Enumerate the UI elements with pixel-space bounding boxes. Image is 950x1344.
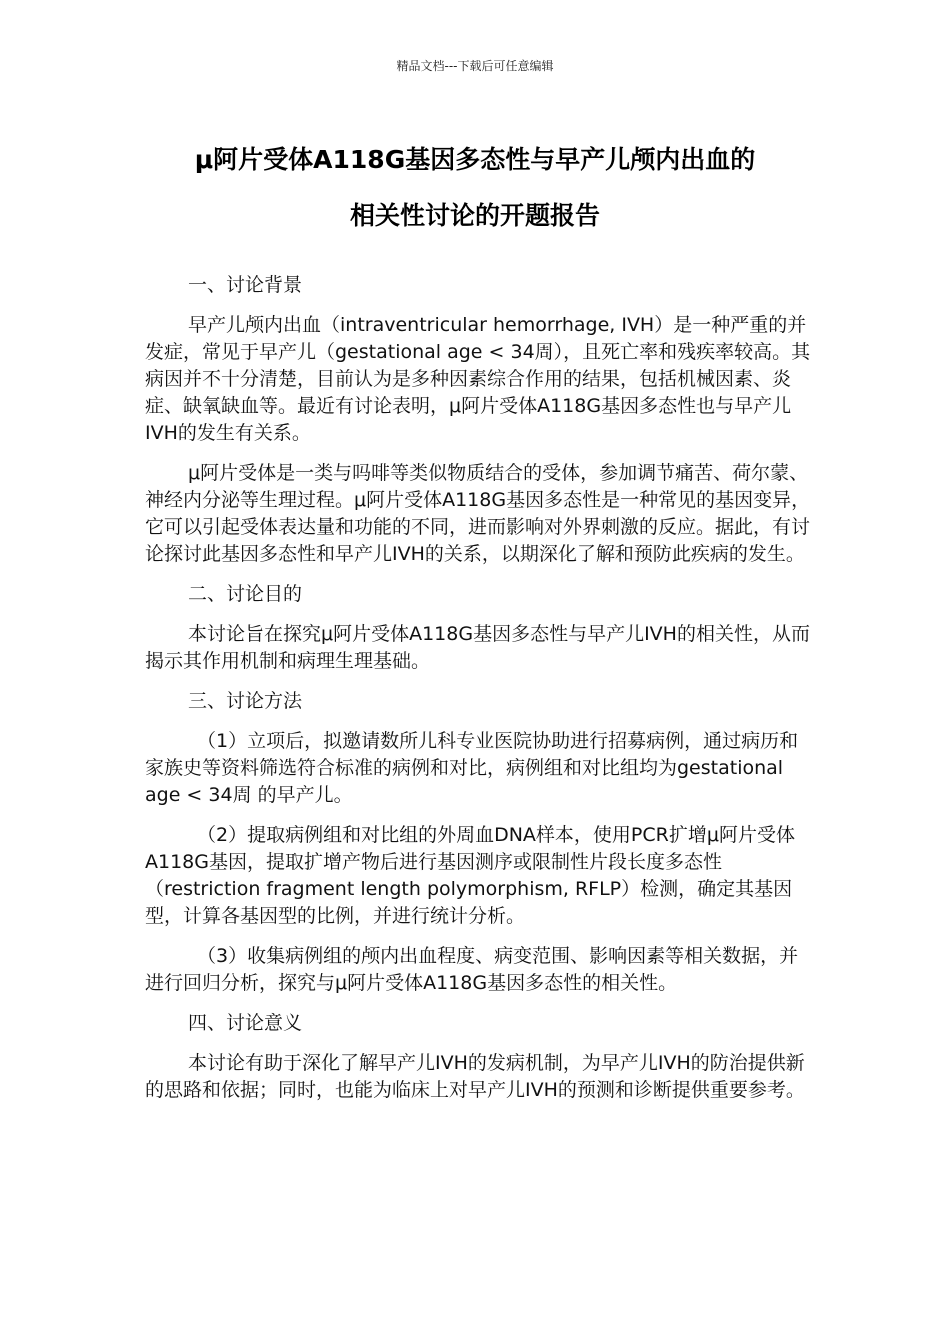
section-heading-background: 一、讨论背景 (188, 274, 303, 296)
document-body (145, 272, 817, 1117)
paragraph-background-1: 早产儿颅内出血（intraventricular hemorrhage, IVH）是一种严重的并发症，常见于早产儿（gestational age < 34周），且死亡率和残疾率较高。其病因并不十分清楚，目前认为是多种因素综合作用的结果，包括机械因素、炎症、缺氧缺血等。最近有讨论表明，μ阿片受体A118G基因多态性也与早产儿IVH的发生有关系。 (145, 314, 811, 444)
section-heading-methods: 三、讨论方法 (188, 690, 303, 712)
paragraph-method-2: （2）提取病例组和对比组的外周血DNA样本，使用PCR扩增μ阿片受体A118G基因，提取扩增产物后进行基因测序或限制性片段长度多态性（restriction fragment length polymorphism, RFLP）检测，确定其基因型，计算各基因型的比例，并进行统计分析。 (145, 824, 795, 927)
section-heading-significance: 四、讨论意义 (188, 1012, 303, 1034)
paragraph-significance: 本讨论有助于深化了解早产儿IVH的发病机制，为早产儿IVH的防治提供新的思路和依据；同时，也能为临床上对早产儿IVH的预测和诊断提供重要参考。 (145, 1052, 805, 1101)
section-heading-purpose: 二、讨论目的 (188, 583, 303, 605)
paragraph-background-2: μ阿片受体是一类与吗啡等类似物质结合的受体，参加调节痛苦、荷尔蒙、神经内分泌等生理过程。μ阿片受体A118G基因多态性是一种常见的基因变异，它可以引起受体表达量和功能的不同，进而影响对外界刺激的反应。据此，有讨论探讨此基因多态性和早产儿IVH的关系，以期深化了解和预防此疾病的发生。 (145, 462, 811, 565)
paragraph-method-3: （3）收集病例组的颅内出血程度、病变范围、影响因素等相关数据，并进行回归分析，探究与μ阿片受体A118G基因多态性的相关性。 (145, 945, 799, 994)
title-line-1: μ阿片受体A118G基因多态性与早产儿颅内出血的 (194, 145, 756, 174)
title-line-2: 相关性讨论的开题报告 (349, 201, 600, 230)
paragraph-method-1: （1）立项后，拟邀请数所儿科专业医院协助进行招募病例，通过病历和家族史等资料筛选符合标准的病例和对比，病例组和对比组均为gestational age < 34周 的早产儿。 (145, 730, 799, 806)
page-header: 精品文档---下载后可任意编辑 (396, 59, 554, 73)
paragraph-purpose: 本讨论旨在探究μ阿片受体A118G基因多态性与早产儿IVH的相关性，从而揭示其作用机制和病理生理基础。 (145, 623, 810, 672)
